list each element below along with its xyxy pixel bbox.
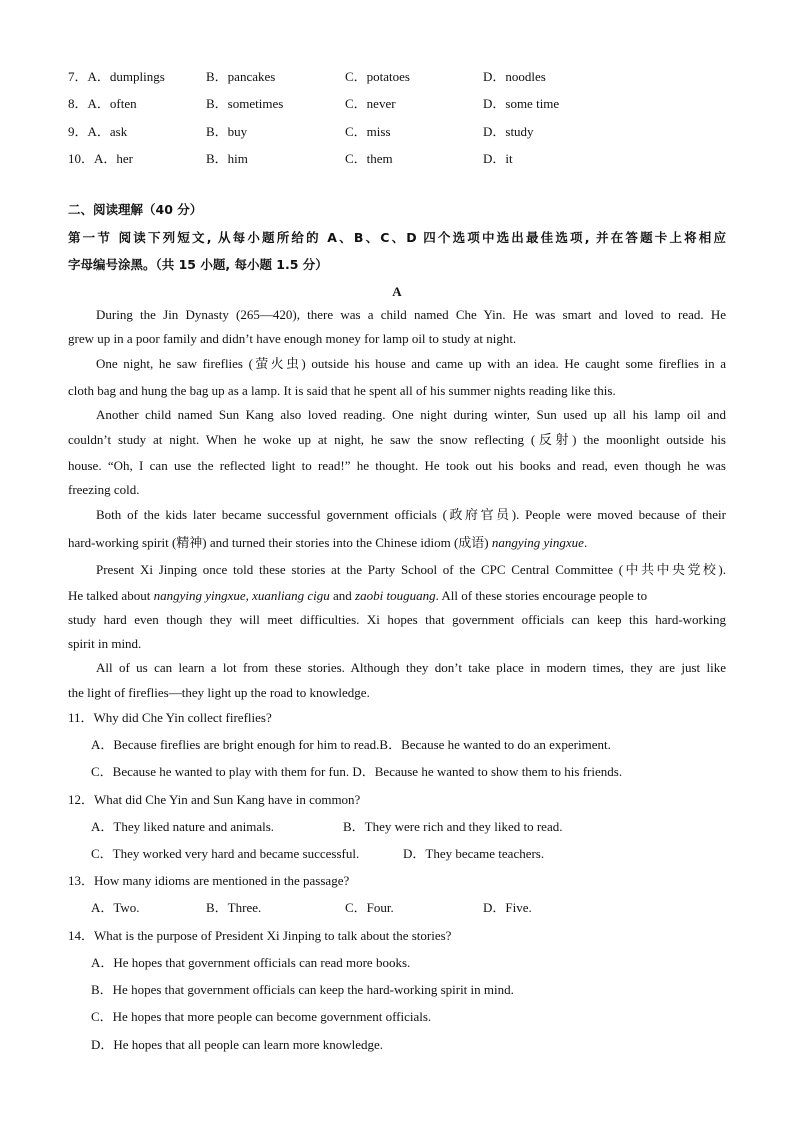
choice-8-a: 8．A．often <box>68 96 137 111</box>
choice-row-9 <box>68 123 726 141</box>
paragraph-3-line-4: freezing cold. <box>68 482 140 497</box>
question-14-option-b: B．He hopes that government officials can keep the hard-working spirit in mind. <box>91 982 514 997</box>
question-13-option-d: D．Five. <box>483 900 532 915</box>
passage-label: A <box>392 284 402 299</box>
p5-text-g: . All of these stories encourage people to <box>435 588 648 603</box>
choice-8-c: C．never <box>345 96 396 111</box>
idiom-3: zaobi touguang <box>355 588 436 603</box>
choice-10-b: B．him <box>206 151 248 166</box>
question-14-option-a: A．He hopes that government officials can read more books. <box>91 955 411 970</box>
question-12-option-d: D．They became teachers. <box>403 846 545 861</box>
paragraph-3-line-2: couldn’t study at night. When he woke up at night, he saw the snow reflecting (反射) the moonlight outside his <box>68 432 726 447</box>
choice-7-c: C．potatoes <box>345 69 410 84</box>
paragraph-1-line-1: During the Jin Dynasty (265—420), there was a child named Che Yin. He was smart and loved to read. He <box>96 307 726 322</box>
choice-9-d: D．study <box>483 124 534 139</box>
choice-8-b: B．sometimes <box>206 96 284 111</box>
paragraph-3-line-3: house. “Oh, I can use the reflected light to read!” he thought. He took out his books and read, even though he was <box>68 458 726 473</box>
paragraph-6-line-1: All of us can learn a lot from these stories. Although they don’t take place in modern times, they are just like <box>96 660 726 675</box>
section-instructions-line-1: 第一节 阅读下列短文, 从每小题所给的 A、B、C、D 四个选项中选出最佳选项, 并在答题卡上将相应 <box>68 230 726 245</box>
paragraph-2-line-1: One night, he saw fireflies (萤火虫) outside his house and came up with an idea. He caught some fireflies in a <box>96 356 726 371</box>
paragraph-5-line-3: study hard even though they will meet difficulties. Xi hopes that government officials can keep this hard-working <box>68 612 726 627</box>
paragraph-4-line-2 <box>68 534 726 552</box>
idiom-2: xuanliang cigu <box>252 588 330 603</box>
paragraph-2-line-2: cloth bag and hung the bag up as a lamp. It is said that he spent all of his summer nights reading like this. <box>68 383 616 398</box>
question-13: 13．How many idioms are mentioned in the passage? <box>68 873 350 888</box>
question-12-option-b: B．They were rich and they liked to read. <box>343 819 563 834</box>
p5-text-a: He talked about <box>68 588 154 603</box>
choice-9-c: C．miss <box>345 124 391 139</box>
choice-9-b: B．buy <box>206 124 248 139</box>
choice-7-a: 7．A．dumplings <box>68 69 165 84</box>
choice-10-a: 10．A．her <box>68 151 133 166</box>
choice-7-b: B．pancakes <box>206 69 276 84</box>
section-title: 二、阅读理解（40 分） <box>68 202 203 217</box>
question-11-options-ab: A．Because fireflies are bright enough for him to read.B．Because he wanted to do an experiment. <box>91 737 611 752</box>
paragraph-5-line-4: spirit in mind. <box>68 636 142 651</box>
question-12-option-a: A．They liked nature and animals. <box>91 819 275 834</box>
idiom-1: nangying yingxue <box>153 588 246 603</box>
question-11: 11．Why did Che Yin collect fireflies? <box>68 710 272 725</box>
section-instructions-line-2: 字母编号涂黑。（共 15 小题, 每小题 1.5 分） <box>68 257 328 272</box>
question-13-option-b: B．Three. <box>206 900 262 915</box>
paragraph-4-text: hard-working spirit (精神) and turned their stories into the Chinese idiom (成语) <box>68 535 492 550</box>
choice-row-8 <box>68 95 726 113</box>
choice-10-c: C．them <box>345 151 393 166</box>
question-13-option-c: C．Four. <box>345 900 394 915</box>
question-13-option-a: A．Two. <box>91 900 140 915</box>
paragraph-5-line-2 <box>68 587 726 605</box>
paragraph-1-line-2: grew up in a poor family and didn’t have enough money for lamp oil to study at night. <box>68 331 517 346</box>
question-14-option-d: D．He hopes that all people can learn more knowledge. <box>91 1037 384 1052</box>
question-11-options-cd: C．Because he wanted to play with them for fun. D．Because he wanted to show them to his friends. <box>91 764 623 779</box>
choice-10-d: D．it <box>483 151 513 166</box>
question-12: 12．What did Che Yin and Sun Kang have in common? <box>68 792 361 807</box>
p5-text-c: , <box>245 588 253 603</box>
paragraph-6-line-2: the light of fireflies—they light up the road to knowledge. <box>68 685 370 700</box>
choice-9-a: 9．A．ask <box>68 124 128 139</box>
p5-text-e: and <box>329 588 356 603</box>
choice-7-d: D．noodles <box>483 69 546 84</box>
paragraph-4-line-1: Both of the kids later became successful government officials (政府官员). People were moved because of their <box>96 507 726 522</box>
idiom-nangying-yingxue: nangying yingxue <box>491 535 584 550</box>
choice-row-7 <box>68 68 726 86</box>
question-14: 14．What is the purpose of President Xi Jinping to talk about the stories? <box>68 928 452 943</box>
paragraph-5-line-1: Present Xi Jinping once told these stories at the Party School of the CPC Central Committee (中共中央党校). <box>96 562 726 577</box>
paragraph-3-line-1: Another child named Sun Kang also loved reading. One night during winter, Sun used up all his lamp oil and <box>96 407 726 422</box>
choice-row-10 <box>68 150 726 168</box>
question-14-option-c: C．He hopes that more people can become government officials. <box>91 1009 432 1024</box>
choice-8-d: D．some time <box>483 96 560 111</box>
paragraph-4-end: . <box>583 535 588 550</box>
question-12-option-c: C．They worked very hard and became successful. <box>91 846 360 861</box>
